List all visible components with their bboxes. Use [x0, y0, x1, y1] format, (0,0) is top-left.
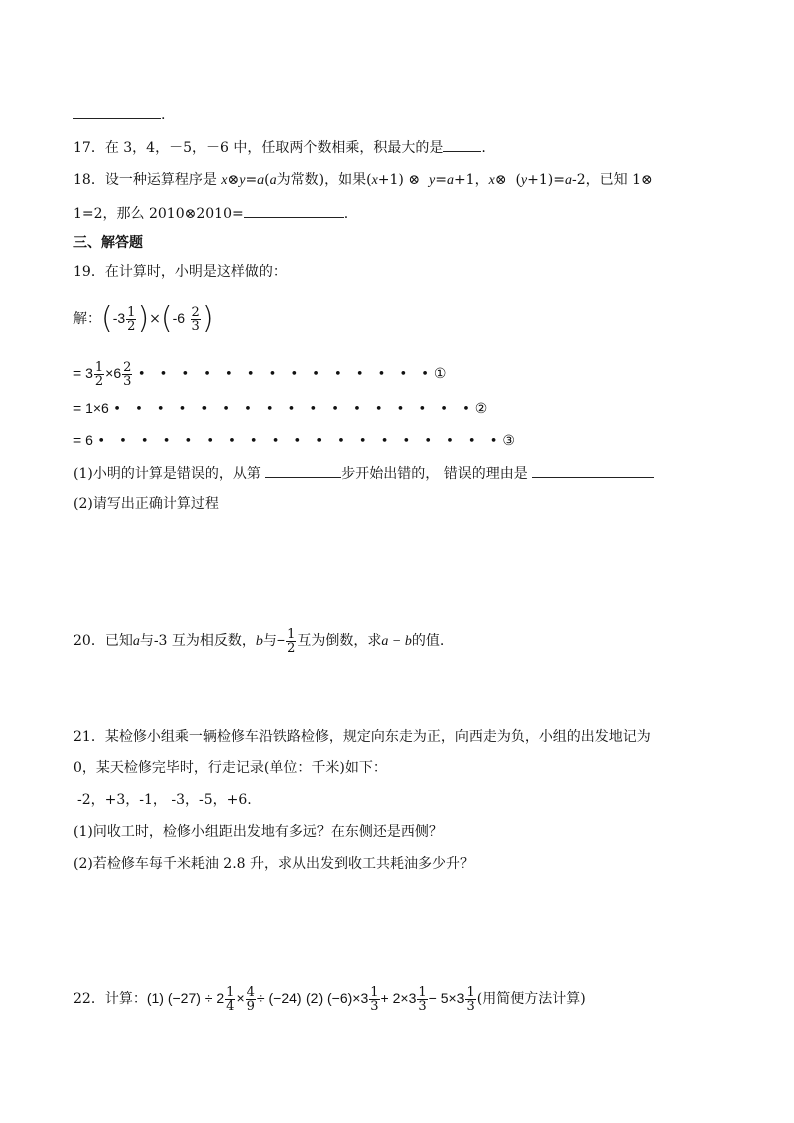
q19-step1	[73, 358, 446, 390]
fraction: $\frac{1}{3}$	[370, 984, 379, 1014]
dot-leader: • • • • • • • • • • • • • • • • • • •	[97, 434, 503, 449]
question-18	[73, 170, 653, 191]
left-paren: (	[160, 301, 173, 336]
var-a: a	[132, 634, 140, 649]
q18-text: 为常数)，如果(	[276, 172, 372, 188]
q18-text: 1=2，那么 2010	[73, 206, 185, 222]
var-x: x	[371, 173, 378, 188]
q20-text: 互为倒数，求	[297, 633, 382, 649]
q20-text: 20．已知	[73, 633, 133, 649]
fraction: $\frac{1}{3}$	[466, 984, 475, 1014]
q18-text: (	[515, 172, 521, 188]
q18-text: +1，	[453, 172, 489, 188]
question-17	[73, 137, 486, 158]
otimes-symbol: ⊗	[227, 172, 240, 188]
step-marker: ③	[502, 433, 515, 449]
step-answer-blank[interactable]	[265, 463, 341, 478]
q20-text: 的值.	[411, 633, 445, 649]
otimes-symbol: ⊗	[494, 172, 507, 188]
q18-text: 2010=	[196, 206, 244, 222]
q18-text: +1)=	[527, 172, 565, 188]
q17-answer-blank[interactable]	[443, 137, 481, 152]
otimes-symbol: ⊗	[640, 172, 653, 188]
math-expr: ÷ (−24)	[256, 990, 302, 1006]
var-a: a	[446, 173, 454, 188]
q18-answer-blank[interactable]	[244, 203, 344, 218]
q19-expression	[73, 300, 214, 337]
reason-answer-blank[interactable]	[532, 463, 654, 478]
q21-part2: (2)若检修车每千米耗油 2.8 升，求从出发到收工共耗油多少升？	[73, 856, 474, 872]
right-paren: )	[201, 301, 214, 336]
q21-part1: (1)问收工时，检修小组距出发地有多远？在东侧还是西侧？	[73, 824, 443, 840]
times-sign: ×	[149, 311, 161, 327]
step-marker: ①	[433, 366, 447, 382]
mixed-whole: -6	[172, 310, 186, 326]
minus-sign: −	[276, 632, 286, 648]
expression: a − b	[381, 634, 412, 649]
question-19-title: 19．在计算时，小明是这样做的：	[73, 264, 287, 280]
q18-text: 18．设一种运算程序是	[73, 172, 222, 188]
fraction: $\frac{1}{2}$	[287, 626, 296, 656]
fraction: $\frac{1}{2}$	[94, 359, 104, 389]
equals: =	[435, 172, 447, 188]
period: .	[161, 107, 166, 123]
fraction: $\frac{1}{2}$	[127, 304, 136, 334]
var-y: y	[239, 173, 246, 188]
question-21-line2: 0，某天检修完毕时，行走记录(单位：千米)如下：	[73, 760, 387, 776]
q18-text: -2，已知 1	[571, 172, 641, 188]
equals: =	[245, 172, 258, 188]
right-paren: )	[137, 301, 150, 336]
fraction: $\frac{4}{9}$	[246, 984, 255, 1014]
step-expr: = 6	[73, 432, 93, 448]
math-expr: (2) (−6)×3	[306, 990, 369, 1006]
math-expr: (1) (−27) ÷ 2	[146, 990, 225, 1006]
q20-text: 与	[262, 633, 277, 649]
fraction: $\frac{1}{3}$	[418, 984, 427, 1014]
step-expr: = 1×6	[73, 400, 109, 416]
section-heading: 三、解答题	[73, 235, 143, 251]
fraction: $\frac{2}{3}$	[191, 304, 200, 334]
step-marker: ②	[474, 401, 488, 417]
math-expr: + 2×3	[380, 990, 417, 1006]
q18-text: (	[264, 172, 270, 188]
dot-leader: • • • • • • • • • • • • • •	[137, 367, 434, 382]
otimes-symbol: ⊗	[184, 206, 197, 222]
period: .	[481, 140, 486, 156]
mixed-whole: -3	[112, 310, 126, 326]
times-sign: ×	[236, 990, 245, 1006]
solution-label: 解：	[73, 311, 101, 327]
var-x: x	[221, 173, 228, 188]
fraction: $\frac{1}{4}$	[226, 984, 235, 1014]
step-expr: = 3	[73, 365, 93, 381]
dot-leader: • • • • • • • • • • • • • • • • •	[113, 402, 475, 417]
var-a: a	[257, 173, 265, 188]
q19-step2	[73, 398, 487, 420]
q18-text: +1)	[377, 172, 404, 188]
step-expr: ×6	[105, 365, 122, 381]
q20-text: 与-3 互为相反数，	[139, 633, 256, 649]
q19-part1	[73, 463, 654, 484]
question-18-line2	[73, 203, 348, 224]
var-b: b	[255, 634, 263, 649]
prev-answer-line	[73, 104, 165, 125]
otimes-symbol: ⊗	[408, 172, 421, 188]
q19-part1-text: 步开始出错的， 错误的理由是	[341, 466, 533, 482]
q19-step3	[73, 430, 515, 452]
var-a: a	[564, 173, 572, 188]
q19-part2: (2)请写出正确计算过程	[73, 496, 219, 512]
q21-records: -2，+3，-1， -3，-5，+6.	[77, 792, 252, 808]
math-expr: − 5×3	[428, 990, 465, 1006]
question-20	[73, 620, 444, 662]
q22-label: 22．计算：	[73, 991, 147, 1007]
q17-text: 17．在 3，4，－5，－6 中，任取两个数相乘，积最大的是	[73, 140, 444, 156]
left-paren: (	[101, 301, 113, 336]
fraction: $\frac{2}{3}$	[123, 359, 132, 389]
question-22	[73, 978, 586, 1019]
period: .	[343, 206, 349, 222]
q19-part1-text: (1)小明的计算是错误的，从第	[73, 466, 266, 482]
q22-note: (用简便方法计算)	[476, 991, 586, 1007]
question-21: 21．某检修小组乘一辆检修车沿铁路检修，规定向东走为正，向西走为负，小组的出发地记为	[73, 729, 651, 745]
answer-blank[interactable]	[73, 104, 161, 119]
var-y: y	[520, 173, 528, 188]
var-y: y	[429, 173, 436, 188]
var-a: a	[269, 173, 277, 188]
var-x: x	[488, 173, 495, 188]
